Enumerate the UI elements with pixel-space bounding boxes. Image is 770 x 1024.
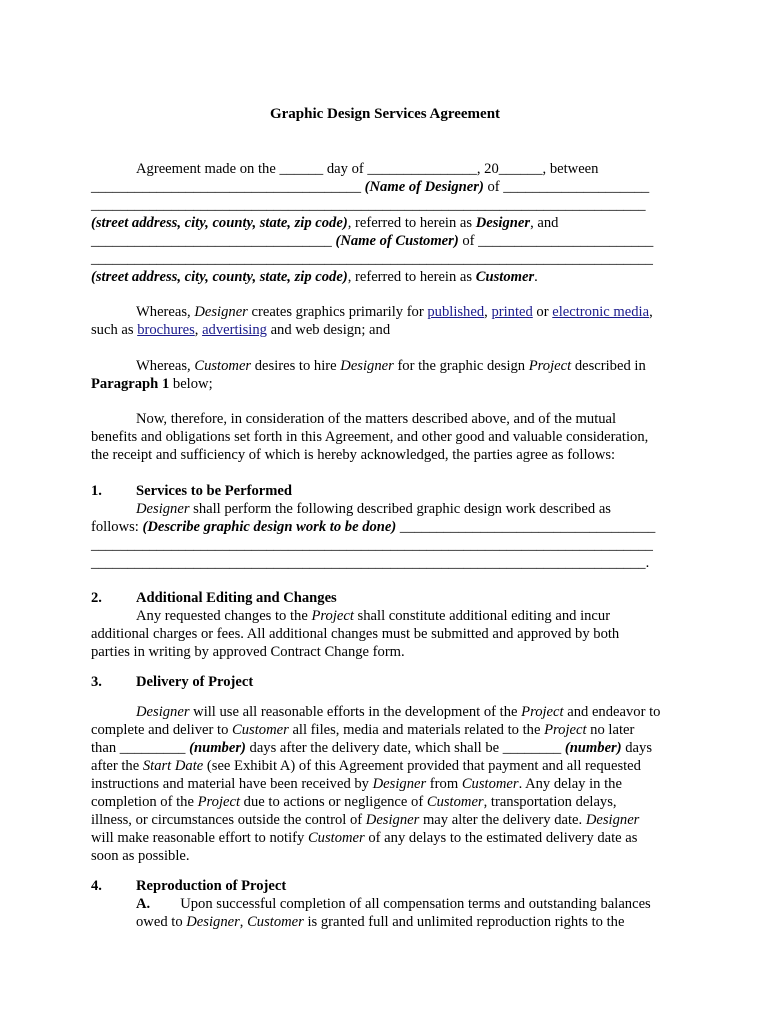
section-3-number: 3. xyxy=(91,674,102,690)
link-published[interactable]: published xyxy=(427,304,485,320)
intro-line-7: (street address, city, county, state, zip code), referred to herein as Customer. xyxy=(91,269,538,285)
section-3-line-3: than _________ (number) days after the delivery date, which shall be ________ (number) days xyxy=(91,740,652,756)
intro-line-2: _____________________________________ (Name of Designer) of ____________________ xyxy=(91,179,650,195)
section-3-line-2: complete and deliver to Customer all files, media and materials related to the Project no later xyxy=(91,722,635,738)
recital-line-3: the receipt and sufficiency of which is hereby acknowledged, the parties agree as follows: xyxy=(91,447,616,463)
section-3-heading: Delivery of Project xyxy=(136,674,254,690)
section-1-line-3: _____________________________________________________________________________ xyxy=(91,537,653,553)
document-title: Graphic Design Services Agreement xyxy=(269,106,501,122)
section-1-number: 1. xyxy=(91,483,102,499)
section-2-heading: Additional Editing and Changes xyxy=(136,590,337,606)
section-2-line-3: parties in writing by approved Contract Change form. xyxy=(91,644,405,660)
whereas-2-line-1: Whereas, Customer desires to hire Designer for the graphic design Project described in xyxy=(136,358,646,374)
link-brochures[interactable]: brochures xyxy=(137,322,195,338)
section-3-line-5: instructions and material have been received by Designer from Customer. Any delay in the xyxy=(91,776,622,792)
section-4-number: 4. xyxy=(91,878,102,894)
whereas-1-line-1: Whereas, Designer creates graphics primarily for published, printed or electronic media, xyxy=(136,304,653,320)
intro-line-6: _____________________________________________________________________________ xyxy=(91,251,653,267)
section-3-line-9: soon as possible. xyxy=(91,848,190,864)
section-4-line-2: owed to Designer, Customer is granted full and unlimited reproduction rights to the xyxy=(136,914,625,930)
intro-line-3: ____________________________________________________________________________ xyxy=(91,197,646,213)
section-4-heading: Reproduction of Project xyxy=(136,878,287,894)
section-2-line-1: Any requested changes to the Project shall constitute additional editing and incur xyxy=(136,608,611,624)
section-1-heading: Services to be Performed xyxy=(136,483,293,499)
section-3-line-4: after the Start Date (see Exhibit A) of this Agreement provided that payment and all requested xyxy=(91,758,641,774)
link-advertising[interactable]: advertising xyxy=(202,322,267,338)
section-3-line-7: illness, or circumstances outside the control of Designer may alter the delivery date. Designer xyxy=(91,812,640,828)
section-3-line-8: will make reasonable effort to notify Customer of any delays to the estimated delivery date as xyxy=(91,830,638,846)
recital-line-1: Now, therefore, in consideration of the matters described above, and of the mutual xyxy=(136,411,617,427)
section-2-number: 2. xyxy=(91,590,102,606)
intro-line-4: (street address, city, county, state, zip code), referred to herein as Designer, and xyxy=(91,215,559,231)
section-3-line-6: completion of the Project due to actions or negligence of Customer, transportation delays, xyxy=(91,794,617,810)
recital-line-2: benefits and obligations set forth in this Agreement, and other good and valuable consideration, xyxy=(91,429,649,445)
link-electronic-media[interactable]: electronic media xyxy=(552,304,650,320)
section-3-line-1: Designer will use all reasonable efforts in the development of the Project and endeavor to xyxy=(136,704,661,720)
section-1-line-4: ____________________________________________________________________________. xyxy=(91,555,650,571)
section-1-line-1: Designer shall perform the following described graphic design work described as xyxy=(136,501,611,517)
intro-line-5: _________________________________ (Name of Customer) of ________________________ xyxy=(91,233,654,249)
section-2-line-2: additional charges or fees. All additional changes must be submitted and approved by both xyxy=(91,626,620,642)
section-4-line-1: A. Upon successful completion of all compensation terms and outstanding balances xyxy=(136,896,651,912)
whereas-1-line-2: such as brochures, advertising and web design; and xyxy=(91,322,391,338)
link-printed[interactable]: printed xyxy=(491,304,533,320)
whereas-2-line-2: Paragraph 1 below; xyxy=(91,376,213,392)
intro-line-1: Agreement made on the ______ day of _______________, 20______, between xyxy=(136,161,599,177)
section-1-line-2: follows: (Describe graphic design work to be done) ___________________________________ xyxy=(91,519,656,535)
